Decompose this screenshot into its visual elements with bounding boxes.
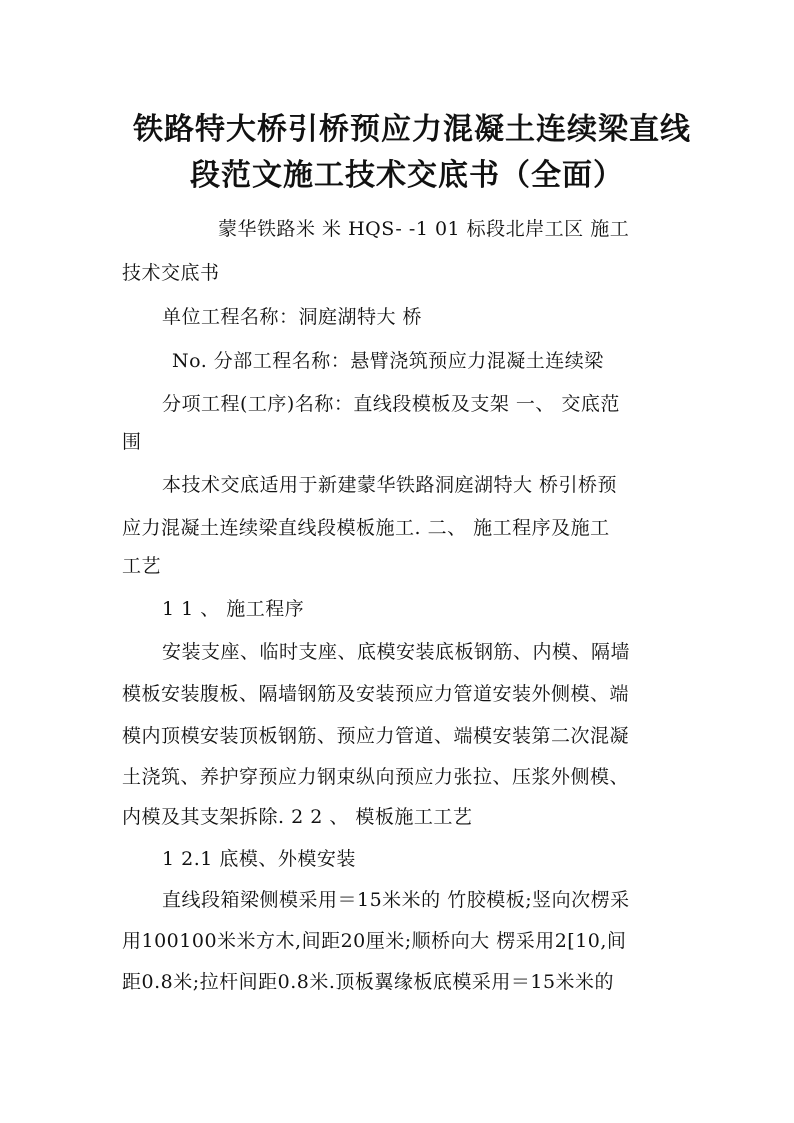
body-line: 蒙华铁路米 米 HQS- -1 01 标段北岸工区 施工	[218, 218, 630, 240]
document-title-line-2: 段范文施工技术交底书（全面）	[190, 158, 624, 193]
body-line: 模板安装腹板、隔墙钢筋及安装预应力管道安装外侧模、端	[122, 683, 630, 705]
body-line: 土浇筑、养护穿预应力钢束纵向预应力张拉、压浆外侧模、	[122, 766, 630, 788]
document-title-line-1: 铁路特大桥引桥预应力混凝土连续梁直线	[133, 112, 691, 147]
body-line: 距0.8米;拉杆间距0.8米.顶板翼缘板底模采用＝15米米的	[122, 971, 615, 993]
body-line: 应力混凝土连续梁直线段模板施工. 二、 施工程序及施工	[122, 517, 610, 539]
body-line: 模内顶模安装顶板钢筋、预应力管道、端模安装第二次混凝	[122, 725, 630, 747]
body-line: 工艺	[122, 555, 162, 577]
body-line: No. 分部工程名称：悬臂浇筑预应力混凝土连续梁	[172, 350, 604, 372]
body-line: 1 2.1 底模、外模安装	[162, 848, 356, 870]
body-line: 技术交底书	[122, 262, 220, 284]
body-line: 1 1 、 施工程序	[162, 598, 305, 620]
body-line: 安装支座、临时支座、底模安装底板钢筋、内模、隔墙	[162, 641, 631, 663]
body-line: 本技术交底适用于新建蒙华铁路洞庭湖特大 桥引桥预	[162, 474, 618, 496]
body-line: 单位工程名称：洞庭湖特大 桥	[162, 306, 423, 328]
body-line: 直线段箱梁侧模采用＝15米米的 竹胶模板;竖向次楞采	[162, 889, 630, 911]
body-line: 内模及其支架拆除. 2 2 、 模板施工工艺	[122, 806, 473, 828]
body-line: 分项工程(工序)名称：直线段模板及支架 一、 交底范	[162, 393, 620, 415]
body-line: 用100100米米方木,间距20厘米;顺桥向大 楞采用2[10,间	[122, 930, 627, 952]
body-line: 围	[122, 431, 142, 453]
